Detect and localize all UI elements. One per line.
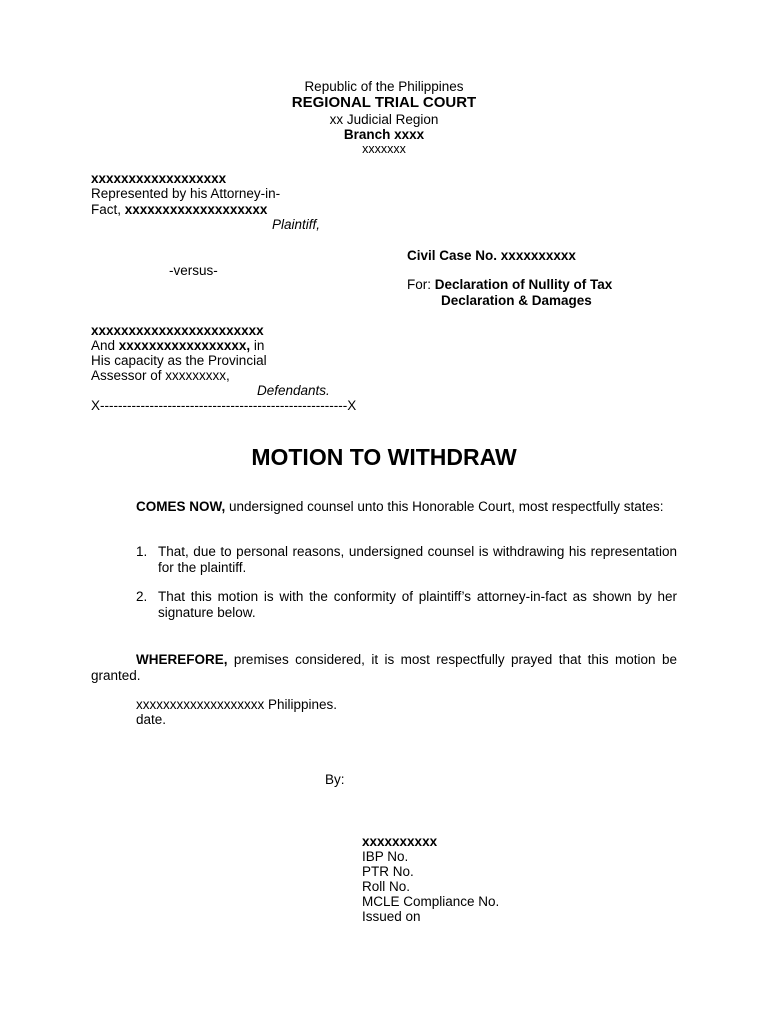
plaintiff-attorney-line	[91, 202, 267, 218]
intro-lead: COMES NOW,	[136, 499, 226, 514]
list-item	[136, 589, 677, 620]
plaintiff-role: Plaintiff,	[272, 217, 321, 232]
civil-case-line	[407, 248, 576, 264]
court-place: xxxxxxx	[362, 142, 406, 156]
defendant-assessor-line: Assessor of xxxxxxxxx,	[91, 368, 230, 383]
second-defendant-name: xxxxxxxxxxxxxxxxx,	[118, 338, 251, 353]
court-name: REGIONAL TRIAL COURT	[291, 94, 477, 111]
fact-prefix: Fact,	[91, 202, 125, 217]
civil-case-number: xxxxxxxxxx	[500, 248, 576, 263]
second-defendant-suffix: in	[250, 338, 265, 353]
motion-title: MOTION TO WITHDRAW	[251, 444, 517, 470]
ptr-number: PTR No.	[362, 864, 414, 879]
defendant-second-line	[91, 338, 264, 354]
roll-number: Roll No.	[362, 879, 411, 894]
ibp-number: IBP No.	[362, 849, 409, 864]
caption-separator: X-------------------------------------------------------X	[91, 398, 357, 413]
defendants-role: Defendants.	[257, 383, 330, 398]
list-item	[136, 544, 677, 575]
counsel-name: xxxxxxxxxx	[362, 834, 438, 849]
case-for-line-2: Declaration & Damages	[441, 293, 592, 308]
branch-line: Branch xxxx	[343, 127, 425, 142]
and-prefix: And	[91, 338, 119, 353]
prayer-paragraph	[91, 652, 677, 683]
republic-line: Republic of the Philippines	[304, 79, 464, 94]
item-number: 1.	[136, 544, 148, 559]
prayer-lead: WHEREFORE,	[136, 652, 228, 667]
for-label: For:	[407, 277, 435, 292]
intro-text: undersigned counsel unto this Honorable Court, most respectfully states:	[225, 499, 664, 514]
versus-label: -versus-	[169, 263, 218, 278]
by-label: By:	[325, 772, 345, 787]
plaintiff-name: xxxxxxxxxxxxxxxxxx	[91, 171, 227, 186]
intro-paragraph	[91, 499, 677, 515]
attorney-in-fact-name: xxxxxxxxxxxxxxxxxxx	[124, 202, 268, 217]
plaintiff-represented-line: Represented by his Attorney-in-	[91, 186, 281, 201]
civil-case-label: Civil Case No.	[407, 248, 501, 263]
case-for-line	[407, 277, 612, 293]
case-for-line-1: Declaration of Nullity of Tax	[434, 277, 613, 292]
date-line: date.	[136, 712, 167, 727]
item-text: That, due to personal reasons, undersigned counsel is withdrawing his representation for the plaintiff.	[158, 544, 677, 575]
place-line: xxxxxxxxxxxxxxxxxxx Philippines.	[136, 697, 338, 712]
defendant-name: xxxxxxxxxxxxxxxxxxxxxxx	[91, 323, 264, 338]
prayer-text: premises considered, it is most respectfully prayed that this motion be granted.	[91, 652, 677, 683]
issued-on: Issued on	[362, 909, 421, 924]
item-number: 2.	[136, 589, 148, 604]
mcle-number: MCLE Compliance No.	[362, 894, 500, 909]
item-text: That this motion is with the conformity of plaintiff’s attorney-in-fact as shown by her signature below.	[158, 589, 677, 620]
defendant-capacity-line: His capacity as the Provincial	[91, 353, 267, 368]
judicial-region: xx Judicial Region	[329, 112, 439, 127]
